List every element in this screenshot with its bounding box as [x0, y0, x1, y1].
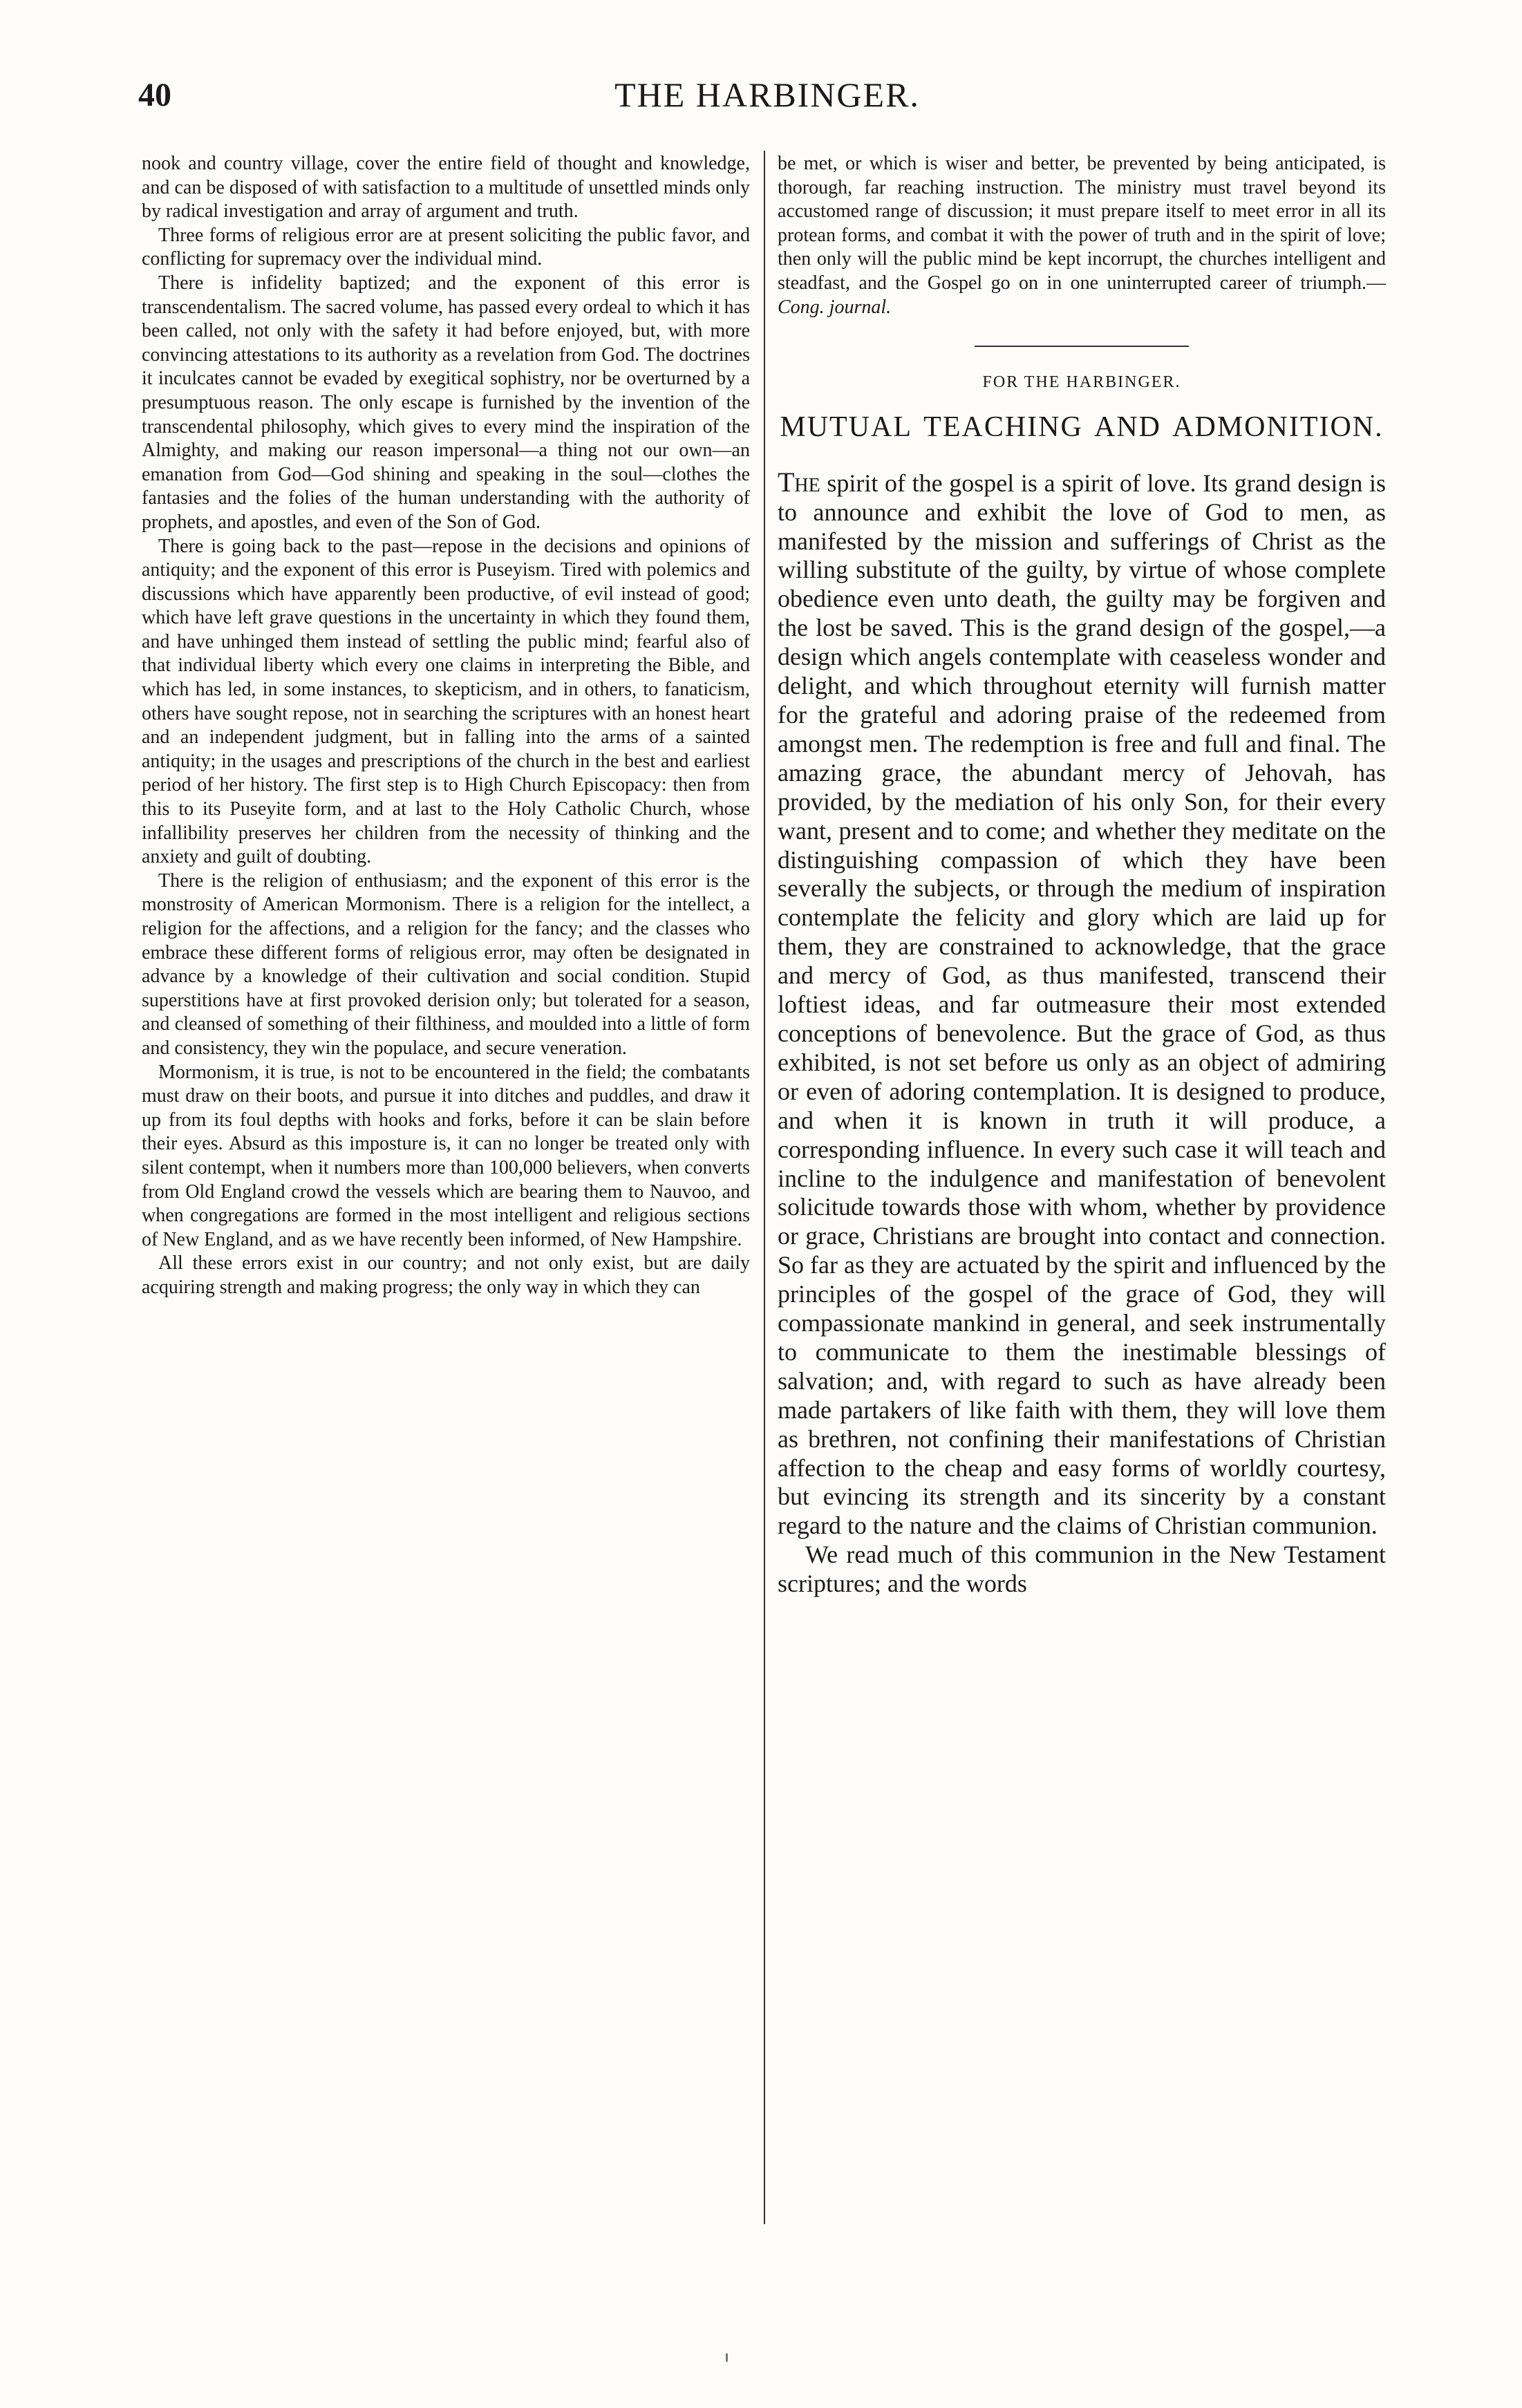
paragraph: All these errors exist in our country; and not only exist, but are daily acquiring strength and making progress; the only way in which they can — [142, 1252, 750, 1298]
article-separator — [975, 346, 1189, 347]
running-head — [138, 69, 1396, 117]
paragraph: There is going back to the past—repose in the decisions and opinions of antiquity; and the exponent of this error is Puseyism. Tired with polemics and discussions which have apparently been productive, of evil instead of good; which have left grave questions in the uncertainty in which they found them, and have unhinged them instead of settling the public mind; fearful also of that individual liberty which every one claims in interpreting the Bible, and which has led, in some instances, to skepticism, and in others, to fanaticism, others have sought repose, not in searching the scriptures with an honest heart and an independent judgment, but in falling into the arms of a sainted antiquity; in the usages and prescriptions of the church in the best and earliest period of her history. The first step is to High Church Episcopacy: then from this to its Puseyite form, and at last to the Holy Catholic Church, whose infallibility preserves her children from the necessity of thinking and the anxiety and guilt of doubting. — [142, 535, 750, 868]
paragraph — [778, 468, 1386, 1541]
article-body — [778, 468, 1386, 1599]
article-byline: FOR THE HARBINGER. — [982, 373, 1181, 392]
paragraph: We read much of this communion in the New Testament scriptures; and the words — [778, 1541, 1386, 1598]
page-number: 40 — [138, 77, 171, 113]
paragraph: There is the religion of enthusiasm; and the exponent of this error is the monstrosity of American Mormonism. There is a religion for the intellect, a religion for the affections, and a religion for the fancy; and the classes who embrace these different forms of religious error, may often be designated in advance by a knowledge of their cultivation and social condition. Stupid superstitions have at first provoked derision only; but tolerated for a season, and cleansed of something of their filthiness, and moulded into a little of form and consistency, they win the populace, and secure veneration. — [142, 869, 750, 1059]
margin-mark — [726, 2353, 728, 2362]
journal-title: THE HARBINGER. — [614, 75, 920, 114]
continuation-text: be met, or which is wiser and better, be prevented by being anticipated, is thorough, far reaching instruction. The ministry must travel beyond its accustomed range of discussion; it must prepare itself to meet error in all its protean forms, and combat it with the power of truth and in the spirit of love; then only will the public mind be kept incorrupt, the churches intelligent and steadfast, and the Gospel go on in one uninterrupted career of triumph.— — [778, 153, 1386, 294]
right-column — [778, 152, 1386, 1599]
lead-word: The — [778, 466, 820, 498]
source-attribution: Cong. journal. — [778, 296, 892, 318]
previous-article-conclusion — [778, 152, 1386, 319]
paragraph: Mormonism, it is true, is not to be encountered in the field; the combatants must draw on their boots, and pursue it into ditches and puddles, and draw it up from its foul depths with hooks and forks, before it can be slain before their eyes. Absurd as this imposture is, it can no longer be treated only with silent contempt, when it numbers more than 100,000 believers, when converts from Old England crowd the vessels which are bearing them to Nauvoo, and when congregations are formed in the most intelligent and religious sections of New England, and as we have recently been informed, of New Hampshire. — [142, 1061, 750, 1250]
paragraph: Three forms of religious error are at present soliciting the public favor, and conflicting for supremacy over the individual mind. — [142, 224, 750, 270]
left-column — [142, 152, 750, 1300]
paragraph-text: spirit of the gospel is a spirit of love. Its grand design is to announce and exhibit the love of God to men, as manifested by the mission and sufferings of Christ as the willing substitute of the guilty, by virtue of whose complete obedience even unto death, the guilty may be forgiven and the lost be saved. This is the grand design of the gospel,—a design which angels contemplate with ceaseless wonder and delight, and which throughout eternity will furnish matter for the grateful and adoring praise of the redeemed from amongst men. The redemption is free and full and final. The amazing grace, the abundant mercy of Jehovah, has provided, by the mediation of his only Son, for their every want, present and to come; and whether they meditate on the distinguishing compassion of which they have been severally the subjects, or through the medium of inspiration contemplate the felicity and glory which are laid up for them, they are constrained to acknowledge, that the grace and mercy of God, as thus manifested, transcend their loftiest ideas, and far outmeasure their most extended conceptions of benevolence. But the grace of God, as thus exhibited, is not set before us only as an object of admiring or even of adoring contemplation. It is designed to produce, and when it is known in truth it will produce, a corresponding influence. In every such case it will teach and incline to the indulgence and manifestation of benevolent solicitude towards those with whom, whether by providence or grace, Christians are brought into contact and connection. So far as they are actuated by the spirit and influenced by the principles of the gospel of the grace of God, they will compassionate mankind in general, and seek instrumentally to communicate to them the inestimable blessings of salvation; and, with regard to such as have already been made partakers of like faith with them, they will love them as brethren, not confining their manifestations of Christian affection to the cheap and easy forms of worldly courtesy, but evincing its strength and its sincerity by a constant regard to the nature and the claims of Christian communion. — [778, 469, 1386, 1540]
article-title: MUTUAL TEACHING AND ADMONITION. — [780, 411, 1384, 443]
paragraph: There is infidelity baptized; and the exponent of this error is transcendentalism. The sacred volume, has passed every ordeal to which it has been called, not only with the safety it had before enjoyed, but, with more convincing attestations to its authority as a revelation from God. The doctrines it inculcates cannot be evaded by exegitical sophistry, nor be overturned by a presumptuous reason. The only escape is furnished by the invention of the transcendental philosophy, which gives to every mind the inspiration of the Almighty, and making our reason impersonal—a thing not our own—an emanation from God—God shining and speaking in the soul—clothes the fantasies and the folies of the human understanding with the authority of prophets, and apostles, and even of the Son of God. — [142, 272, 750, 533]
column-divider — [764, 151, 765, 2224]
paragraph: nook and country village, cover the entire field of thought and knowledge, and can be disposed of with satisfaction to a multitude of unsettled minds only by radical investigation and array of argument and truth. — [142, 153, 750, 223]
